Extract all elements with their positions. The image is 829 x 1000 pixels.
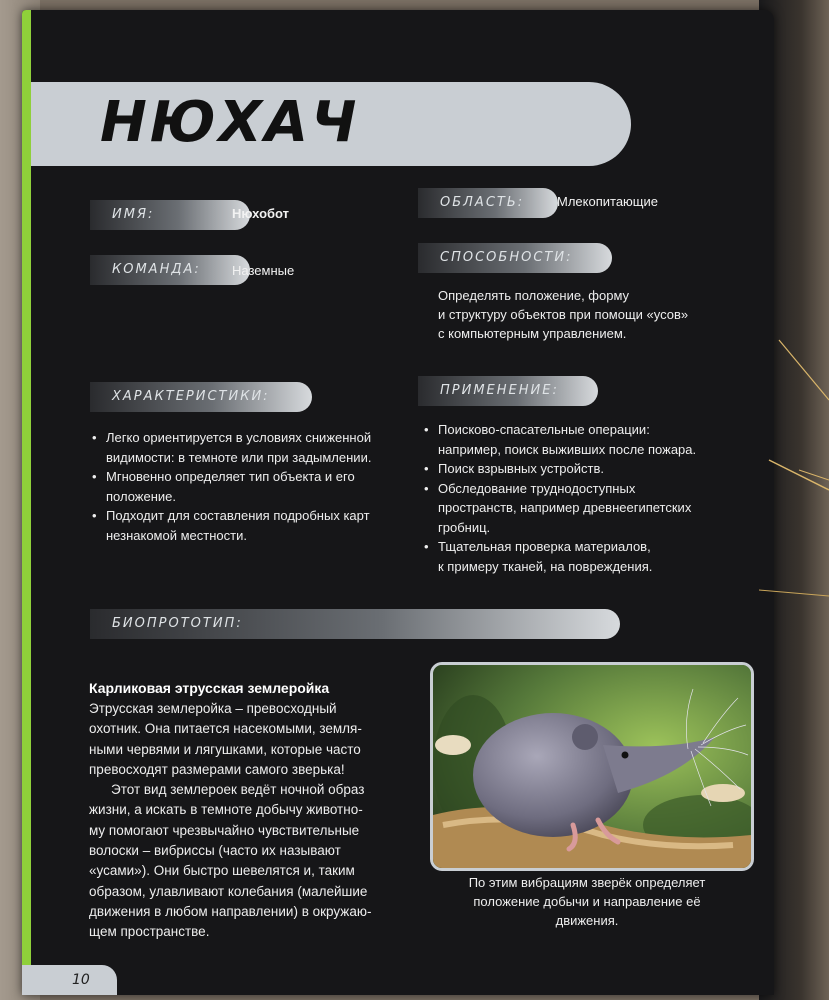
list-item xyxy=(424,537,744,576)
area-value: Млекопитающие xyxy=(557,194,658,209)
bio-line: «усами»). Они быстро шевелятся и, таким xyxy=(89,863,355,879)
bio-line: Этот вид землероек ведёт ночной образ xyxy=(111,782,365,798)
bio-line: движения в любом направлении) в окружаю- xyxy=(89,903,372,919)
list-item-line: гробниц. xyxy=(438,519,491,535)
abilities-line: и структуру объектов при помощи «усов» xyxy=(438,307,689,322)
application-list xyxy=(424,420,744,576)
bio-line: охотник. Она питается насекомыми, земля- xyxy=(89,721,362,737)
characteristics-label-pill xyxy=(90,382,312,412)
shrew-illustration xyxy=(433,665,751,868)
name-label: ИМЯ: xyxy=(112,207,155,222)
list-item-line: видимости: в темноте или при задымлении. xyxy=(106,449,372,465)
page-title: НЮХАЧ xyxy=(100,90,360,155)
background-whiskers xyxy=(759,0,829,1000)
bioprototype-label-pill xyxy=(90,609,620,639)
list-item xyxy=(424,479,744,538)
list-item xyxy=(424,420,744,459)
caption-line: положение добычи и направление её xyxy=(473,894,701,909)
bio-line: превосходят размерами самого зверька! xyxy=(89,761,345,777)
list-item-line: • Подходит для составления подробных карт xyxy=(106,508,370,523)
list-item xyxy=(92,428,422,467)
abilities-label-pill xyxy=(418,243,612,273)
page-number-tab xyxy=(22,965,117,995)
bio-line: му помогают чрезвычайно чувствительные xyxy=(89,822,360,838)
name-value: Нюхобот xyxy=(232,206,290,221)
list-item xyxy=(424,459,744,479)
caption-line: движения. xyxy=(555,913,619,928)
characteristics-list xyxy=(92,428,422,545)
list-item-line: • Обследование труднодоступных xyxy=(438,480,636,496)
team-label: КОМАНДА: xyxy=(112,262,201,277)
caption-line: По этим вибрациям зверёк определяет xyxy=(468,875,706,890)
abilities-line: с компьютерным управлением. xyxy=(438,326,627,341)
shrew-photo xyxy=(430,662,754,871)
characteristics-label: ХАРАКТЕРИСТИКИ: xyxy=(112,389,270,404)
page-number: 10 xyxy=(72,972,90,988)
list-item-line: к примеру тканей, на повреждения. xyxy=(438,558,653,574)
bio-line: образом, улавливают колебания (малейшие xyxy=(89,883,368,899)
application-label-pill xyxy=(418,376,598,406)
application-label: ПРИМЕНЕНИЕ: xyxy=(440,383,559,398)
bio-line: жизни, а искать в темноте добычу животно- xyxy=(89,802,363,818)
abilities-label: СПОСОБНОСТИ: xyxy=(440,250,573,265)
bio-line: щем пространстве. xyxy=(89,924,210,940)
name-label-pill xyxy=(90,200,250,230)
list-item-line: • Легко ориентируется в условиях сниженной xyxy=(106,430,372,445)
bio-heading: Карликовая этрусская землеройка xyxy=(89,680,330,696)
list-item-line: положение. xyxy=(106,488,177,504)
list-item xyxy=(92,467,422,506)
list-item-line: например, поиск выживших после пожара. xyxy=(438,441,697,457)
list-item xyxy=(92,506,422,545)
list-item-line: • Поиск взрывных устройств. xyxy=(438,461,604,476)
team-value: Наземные xyxy=(232,263,295,278)
bio-line: Этрусская землеройка – превосходный xyxy=(89,701,337,716)
bio-line: ными червями и лягушками, которые часто xyxy=(89,741,361,757)
team-label-pill xyxy=(90,255,250,285)
bioprototype-label: БИОПРОТОТИП: xyxy=(112,616,243,631)
bio-line: волоски – вибриссы (часто их называют xyxy=(89,843,341,859)
bio-text xyxy=(89,699,419,943)
area-label: ОБЛАСТЬ: xyxy=(440,195,525,210)
list-item-line: • Тщательная проверка материалов, xyxy=(438,539,651,554)
abilities-text xyxy=(438,286,688,343)
area-label-pill xyxy=(418,188,558,218)
list-item-line: пространств, например древнеегипетских xyxy=(438,500,692,515)
photo-caption xyxy=(427,873,747,930)
green-edge-stripe xyxy=(22,10,31,995)
book-page xyxy=(22,10,774,995)
abilities-line: Определять положение, форму xyxy=(438,288,630,303)
list-item-line: • Мгновенно определяет тип объекта и его xyxy=(106,469,355,484)
list-item-line: незнакомой местности. xyxy=(106,527,247,543)
list-item-line: • Поисково-спасательные операции: xyxy=(438,422,650,437)
